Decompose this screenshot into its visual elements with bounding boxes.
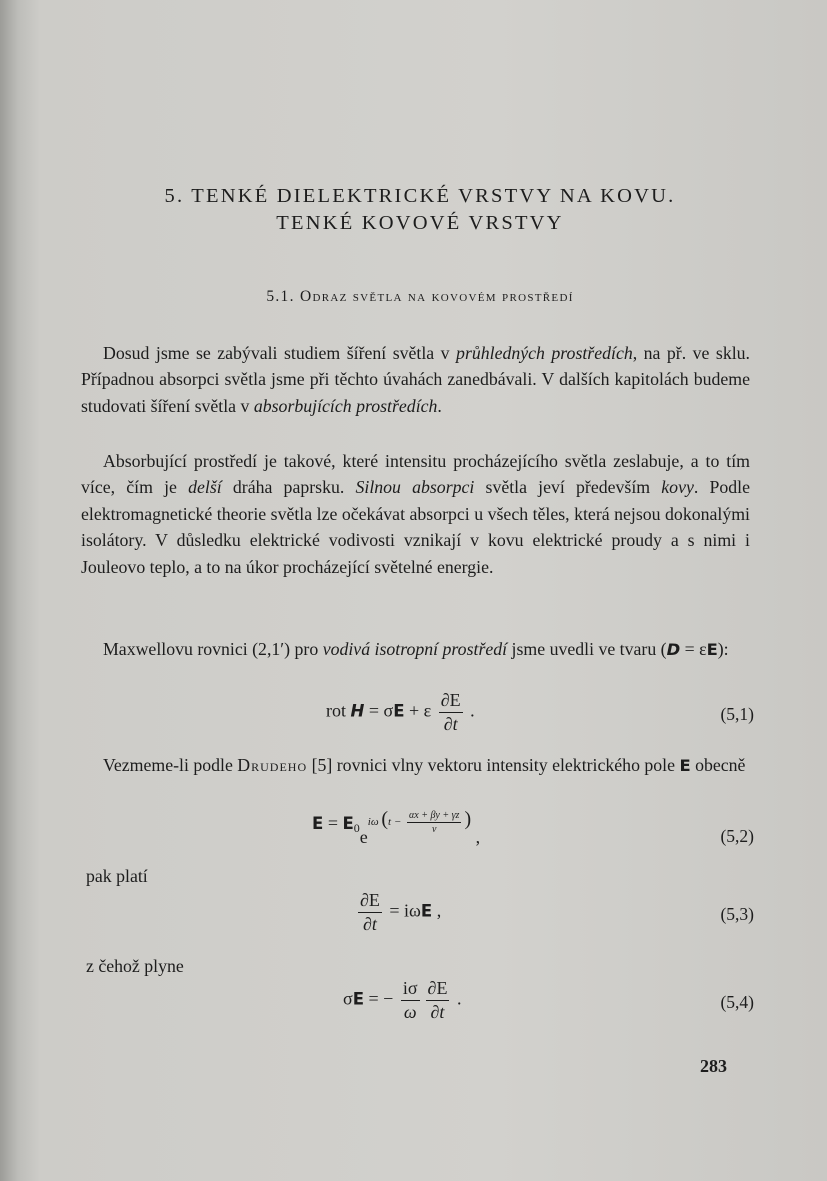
page-number: 283 xyxy=(700,1056,727,1076)
equation-5-2: $E = E_0ei\omega$ (t − $\frac{\alpha x + \beta y + \gamma z}{v}$ ) , xyxy=(312,808,481,847)
equation-number-5-3: (5,3) xyxy=(720,904,754,924)
paragraph-2: Absorbující prostředí je takové, které intensitu procházejícího světla zeslabuje, a to tím více, čím je delší dráha paprsku. Silnou absorpci světla jeví především kovy. Podle elektromagnetické theorie světla lze očekávat absorpci u všech těles, která nejsou dokonalými isolátory. V důsledku elektrické vodivosti vznikají v kovu elektrické proudy a s nimi i Jouleovo teplo, a to na úkor procházející světelné energie. xyxy=(81,451,750,577)
equation-5-3: $\frac{\partial E}{\partial t}$ = iωE , xyxy=(360,890,442,934)
fraction: $\frac{\partial E}{\partial t}$ xyxy=(427,978,448,1022)
section-heading xyxy=(70,288,770,306)
chapter-title-line-2: TENKÉ KOVOVÉ VRSTVY xyxy=(276,212,564,234)
paragraph-4: Vezmeme-li podle Drudeho [5] rovnici vlny vektoru intensity elektrického pole E obecně xyxy=(103,755,746,775)
text-z-cehoz-plyne: z čehož plyne xyxy=(86,956,184,976)
equation-number-5-1: (5,1) xyxy=(720,704,754,724)
equation-number-5-4: (5,4) xyxy=(720,992,754,1012)
fraction: $\frac{\partial E}{\partial t}$ xyxy=(360,890,380,934)
paragraph-1: Dosud jsme se zabývali studiem šíření světla v průhledných prostředích, na př. ve sklu. Případnou absorpci světla jsme při těchto úvahách zanedbávali. V dalších kapitolách budeme studovati šíření světla v absorbujících prostředích. xyxy=(81,343,750,416)
text-pak-plati: pak platí xyxy=(86,866,148,886)
equation-5-4: σE = − $\frac{i\sigma}{\omega}$ $\frac{\partial E}{\partial t}$ . xyxy=(343,978,462,1022)
equation-5-1: rot H = σE + ε $\frac{\partial E}{\partial t}$ . xyxy=(326,690,475,734)
fraction: $\frac{\partial E}{\partial t}$ xyxy=(440,690,461,734)
exponent: iω (t − $\frac{\alpha x + \beta y + \gamma z}{v}$ ) xyxy=(367,808,472,835)
paragraph-3: Maxwellovu rovnici (2,1′) pro vodivá isotropní prostředí jsme uvedli ve tvaru (D = εE): xyxy=(103,639,729,659)
fraction: $\frac{i\sigma}{\omega}$ xyxy=(402,978,418,1022)
equation-number-5-2: (5,2) xyxy=(720,826,754,846)
section-number: 5.1. xyxy=(266,288,295,305)
section-title: Odraz světla na kovovém prostředí xyxy=(299,288,574,305)
chapter-title-line-1: 5. TENKÉ DIELEKTRICKÉ VRSTVY NA KOVU. xyxy=(164,185,676,207)
